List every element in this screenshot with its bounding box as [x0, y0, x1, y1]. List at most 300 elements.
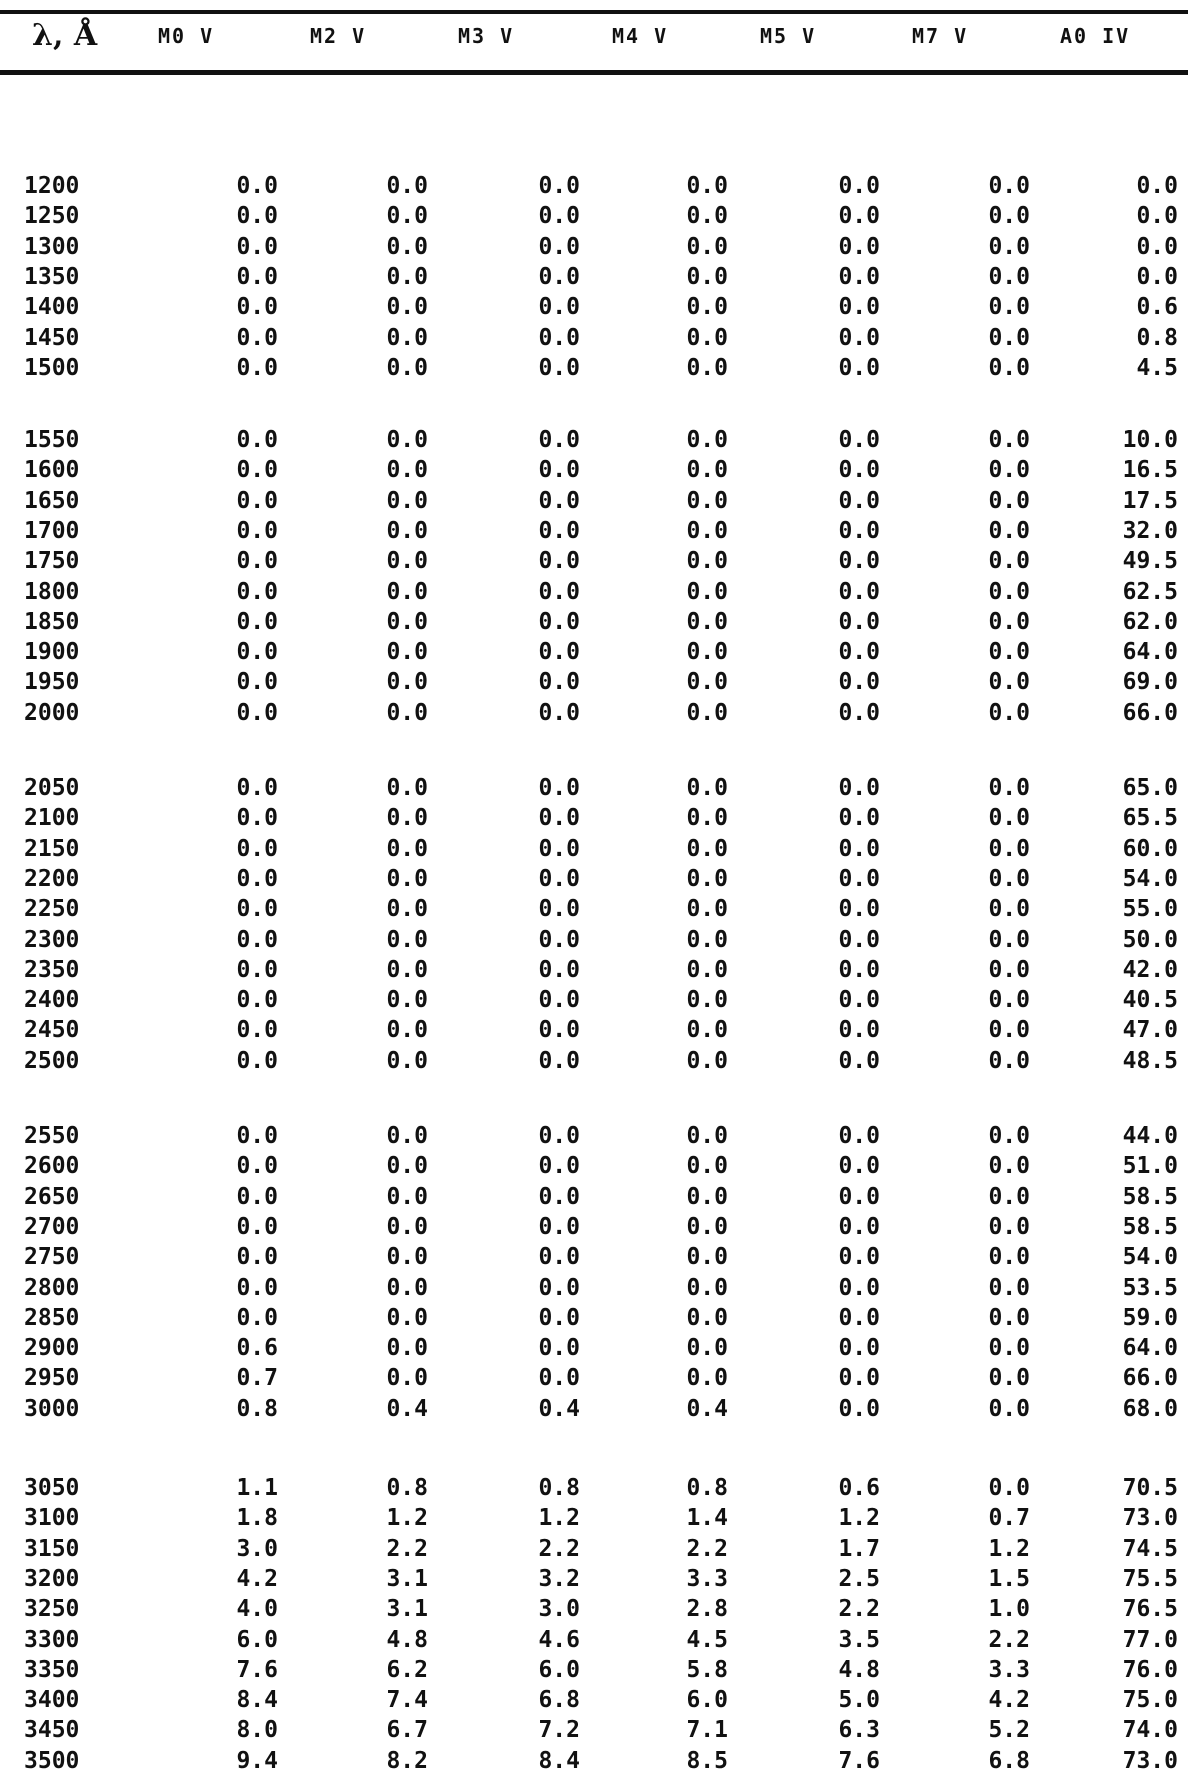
cell-m7v: 0.0 — [988, 578, 1030, 605]
cell-m3v: 0.0 — [538, 1244, 580, 1271]
cell-m7v: 0.0 — [988, 639, 1030, 666]
cell-m7v: 0.0 — [988, 517, 1030, 544]
cell-m5v: 0.0 — [838, 324, 880, 351]
cell-m3v: 0.0 — [538, 865, 580, 892]
cell-a0iv: 62.0 — [1122, 608, 1178, 635]
table-row — [0, 804, 1200, 834]
cell-m7v: 0.0 — [988, 1475, 1030, 1501]
cell-m0v: 0.0 — [236, 639, 278, 666]
cell-m4v: 0.0 — [686, 1047, 728, 1074]
cell-m4v: 4.5 — [686, 1626, 728, 1653]
cell-m2v: 0.0 — [386, 1274, 428, 1301]
cell-m0v: 0.0 — [236, 1017, 278, 1044]
cell-wavelength: 2600 — [24, 1153, 80, 1180]
cell-m5v: 0.0 — [838, 896, 880, 923]
cell-m5v: 0.0 — [838, 926, 880, 953]
cell-a0iv: 51.0 — [1122, 1153, 1178, 1180]
cell-wavelength: 1450 — [24, 324, 80, 351]
cell-m3v: 6.0 — [538, 1656, 580, 1683]
cell-m0v: 0.0 — [236, 203, 278, 230]
cell-m7v: 6.8 — [988, 1747, 1030, 1774]
cell-a0iv: 32.0 — [1122, 517, 1178, 544]
cell-m4v: 2.8 — [686, 1596, 728, 1623]
cell-m3v: 0.0 — [538, 775, 580, 801]
cell-wavelength: 1550 — [24, 427, 80, 453]
table-row — [0, 263, 1200, 293]
cell-a0iv: 74.0 — [1122, 1717, 1178, 1744]
cell-m4v: 0.0 — [686, 865, 728, 892]
cell-a0iv: 66.0 — [1122, 1365, 1178, 1392]
cell-a0iv: 75.5 — [1122, 1565, 1178, 1592]
cell-wavelength: 1600 — [24, 457, 80, 484]
cell-m4v: 0.0 — [686, 639, 728, 666]
cell-wavelength: 3300 — [24, 1626, 80, 1653]
cell-m3v: 0.0 — [538, 1153, 580, 1180]
cell-m5v: 0.0 — [838, 669, 880, 696]
cell-m7v: 0.0 — [988, 775, 1030, 801]
cell-m0v: 4.0 — [236, 1596, 278, 1623]
cell-m3v: 0.0 — [538, 987, 580, 1014]
cell-a0iv: 0.0 — [1136, 203, 1178, 230]
cell-m5v: 0.0 — [838, 457, 880, 484]
cell-m3v: 0.0 — [538, 1365, 580, 1392]
cell-m3v: 0.0 — [538, 1304, 580, 1331]
cell-a0iv: 64.0 — [1122, 1335, 1178, 1362]
cell-m3v: 0.0 — [538, 354, 580, 381]
cell-m2v: 0.0 — [386, 487, 428, 514]
cell-m7v: 0.0 — [988, 1304, 1030, 1331]
table-row — [0, 1626, 1200, 1656]
cell-m0v: 0.0 — [236, 956, 278, 983]
table-row — [0, 578, 1200, 608]
table-row — [0, 202, 1200, 232]
cell-m5v: 0.0 — [838, 548, 880, 575]
cell-m3v: 0.0 — [538, 926, 580, 953]
cell-m5v: 0.0 — [838, 517, 880, 544]
cell-m2v: 0.0 — [386, 805, 428, 832]
cell-m7v: 0.0 — [988, 1213, 1030, 1240]
cell-m0v: 0.0 — [236, 354, 278, 381]
cell-wavelength: 1900 — [24, 639, 80, 666]
cell-m3v: 8.4 — [538, 1747, 580, 1774]
cell-m2v: 0.0 — [386, 608, 428, 635]
cell-m0v: 0.7 — [236, 1365, 278, 1392]
cell-a0iv: 53.5 — [1122, 1274, 1178, 1301]
cell-m7v: 0.0 — [988, 805, 1030, 832]
table-row — [0, 956, 1200, 986]
cell-wavelength: 2250 — [24, 896, 80, 923]
table-row — [0, 487, 1200, 517]
cell-m2v: 0.0 — [386, 203, 428, 230]
table-row — [0, 895, 1200, 925]
header-m7v: M7 V — [912, 24, 969, 48]
cell-m5v: 0.0 — [838, 233, 880, 260]
table-row — [0, 517, 1200, 547]
cell-wavelength: 1200 — [24, 173, 80, 199]
cell-m4v: 0.0 — [686, 1183, 728, 1210]
cell-m7v: 0.0 — [988, 1274, 1030, 1301]
cell-m7v: 0.0 — [988, 1047, 1030, 1074]
cell-wavelength: 2000 — [24, 699, 80, 726]
cell-m4v: 0.0 — [686, 699, 728, 726]
cell-wavelength: 1350 — [24, 263, 80, 290]
cell-m3v: 0.0 — [538, 1183, 580, 1210]
cell-m3v: 7.2 — [538, 1717, 580, 1744]
cell-a0iv: 10.0 — [1122, 427, 1178, 453]
cell-m0v: 9.4 — [236, 1747, 278, 1774]
cell-wavelength: 3200 — [24, 1565, 80, 1592]
cell-m3v: 0.0 — [538, 699, 580, 726]
cell-m4v: 0.0 — [686, 1123, 728, 1149]
cell-m0v: 8.4 — [236, 1687, 278, 1714]
cell-wavelength: 1250 — [24, 203, 80, 230]
cell-m3v: 0.0 — [538, 324, 580, 351]
cell-wavelength: 3350 — [24, 1656, 80, 1683]
cell-wavelength: 1650 — [24, 487, 80, 514]
cell-m3v: 0.0 — [538, 233, 580, 260]
cell-m4v: 3.3 — [686, 1565, 728, 1592]
cell-m4v: 0.0 — [686, 608, 728, 635]
cell-m2v: 0.0 — [386, 1213, 428, 1240]
cell-m5v: 0.0 — [838, 1213, 880, 1240]
cell-m4v: 0.0 — [686, 1335, 728, 1362]
header-m0v: M0 V — [158, 24, 215, 48]
table-row — [0, 547, 1200, 577]
cell-m0v: 0.0 — [236, 263, 278, 290]
cell-wavelength: 1850 — [24, 608, 80, 635]
table-row — [0, 865, 1200, 895]
cell-m3v: 0.0 — [538, 173, 580, 199]
cell-m3v: 0.0 — [538, 1213, 580, 1240]
cell-m5v: 0.0 — [838, 263, 880, 290]
cell-m0v: 0.0 — [236, 173, 278, 199]
cell-m3v: 0.0 — [538, 805, 580, 832]
cell-m5v: 0.0 — [838, 1123, 880, 1149]
cell-m0v: 0.0 — [236, 1304, 278, 1331]
cell-a0iv: 4.5 — [1136, 354, 1178, 381]
cell-m4v: 0.0 — [686, 926, 728, 953]
table-row — [0, 1213, 1200, 1243]
cell-wavelength: 2200 — [24, 865, 80, 892]
cell-m2v: 0.0 — [386, 865, 428, 892]
cell-m0v: 6.0 — [236, 1626, 278, 1653]
cell-m2v: 0.0 — [386, 956, 428, 983]
cell-m5v: 0.0 — [838, 294, 880, 321]
table-row — [0, 1047, 1200, 1077]
cell-a0iv: 65.0 — [1122, 775, 1178, 801]
cell-m7v: 0.0 — [988, 1365, 1030, 1392]
cell-m5v: 3.5 — [838, 1626, 880, 1653]
cell-m7v: 0.0 — [988, 987, 1030, 1014]
cell-m7v: 0.0 — [988, 1395, 1030, 1422]
cell-wavelength: 2700 — [24, 1213, 80, 1240]
cell-m7v: 0.0 — [988, 354, 1030, 381]
cell-m5v: 0.0 — [838, 1304, 880, 1331]
cell-m5v: 0.0 — [838, 1047, 880, 1074]
cell-m7v: 0.0 — [988, 835, 1030, 862]
cell-m2v: 0.0 — [386, 1017, 428, 1044]
cell-m2v: 0.0 — [386, 548, 428, 575]
table-row — [0, 1152, 1200, 1182]
cell-m0v: 0.0 — [236, 1274, 278, 1301]
cell-m5v: 0.0 — [838, 865, 880, 892]
cell-m4v: 0.0 — [686, 203, 728, 230]
cell-m3v: 0.4 — [538, 1395, 580, 1422]
table-row — [0, 1535, 1200, 1565]
cell-a0iv: 64.0 — [1122, 639, 1178, 666]
cell-m0v: 1.1 — [236, 1475, 278, 1501]
table-row — [0, 668, 1200, 698]
cell-m4v: 0.0 — [686, 263, 728, 290]
cell-m3v: 3.0 — [538, 1596, 580, 1623]
cell-wavelength: 3150 — [24, 1535, 80, 1562]
cell-m3v: 0.0 — [538, 487, 580, 514]
cell-a0iv: 77.0 — [1122, 1626, 1178, 1653]
cell-wavelength: 1750 — [24, 548, 80, 575]
cell-wavelength: 2050 — [24, 775, 80, 801]
table-row — [0, 1716, 1200, 1746]
cell-m7v: 0.0 — [988, 263, 1030, 290]
cell-m3v: 0.0 — [538, 294, 580, 321]
table-row — [0, 354, 1200, 384]
cell-m7v: 3.3 — [988, 1656, 1030, 1683]
cell-m2v: 7.4 — [386, 1687, 428, 1714]
cell-m2v: 0.0 — [386, 639, 428, 666]
cell-m2v: 0.0 — [386, 354, 428, 381]
cell-wavelength: 2350 — [24, 956, 80, 983]
cell-wavelength: 2800 — [24, 1274, 80, 1301]
cell-wavelength: 3000 — [24, 1395, 80, 1422]
table-row — [0, 926, 1200, 956]
cell-m2v: 0.0 — [386, 835, 428, 862]
cell-m0v: 0.0 — [236, 294, 278, 321]
cell-m4v: 0.0 — [686, 987, 728, 1014]
cell-m3v: 0.0 — [538, 578, 580, 605]
table-row — [0, 324, 1200, 354]
cell-m0v: 0.0 — [236, 233, 278, 260]
cell-m0v: 0.0 — [236, 427, 278, 453]
cell-m2v: 0.0 — [386, 294, 428, 321]
cell-m7v: 0.0 — [988, 865, 1030, 892]
cell-a0iv: 73.0 — [1122, 1747, 1178, 1774]
cell-m2v: 6.2 — [386, 1656, 428, 1683]
cell-m0v: 4.2 — [236, 1565, 278, 1592]
cell-a0iv: 68.0 — [1122, 1395, 1178, 1422]
cell-m7v: 0.0 — [988, 173, 1030, 199]
cell-wavelength: 2650 — [24, 1183, 80, 1210]
cell-m2v: 0.0 — [386, 517, 428, 544]
cell-a0iv: 49.5 — [1122, 548, 1178, 575]
cell-wavelength: 2500 — [24, 1047, 80, 1074]
cell-wavelength: 3050 — [24, 1475, 80, 1501]
cell-m4v: 0.0 — [686, 896, 728, 923]
cell-wavelength: 2550 — [24, 1123, 80, 1149]
cell-m0v: 0.0 — [236, 865, 278, 892]
cell-a0iv: 50.0 — [1122, 926, 1178, 953]
cell-m0v: 0.0 — [236, 699, 278, 726]
cell-m5v: 7.6 — [838, 1747, 880, 1774]
table-row — [0, 1122, 1200, 1152]
cell-a0iv: 0.0 — [1136, 173, 1178, 199]
cell-m4v: 0.0 — [686, 427, 728, 453]
cell-m0v: 0.0 — [236, 1123, 278, 1149]
cell-m7v: 0.0 — [988, 294, 1030, 321]
table-header-rule — [0, 70, 1188, 75]
cell-m5v: 0.0 — [838, 639, 880, 666]
cell-m2v: 0.0 — [386, 926, 428, 953]
cell-a0iv: 42.0 — [1122, 956, 1178, 983]
cell-m2v: 0.0 — [386, 1244, 428, 1271]
cell-m7v: 5.2 — [988, 1717, 1030, 1744]
cell-m5v: 1.7 — [838, 1535, 880, 1562]
cell-m7v: 0.0 — [988, 926, 1030, 953]
cell-m5v: 0.0 — [838, 608, 880, 635]
cell-wavelength: 2400 — [24, 987, 80, 1014]
cell-m5v: 0.0 — [838, 354, 880, 381]
cell-m7v: 0.0 — [988, 669, 1030, 696]
cell-m2v: 0.0 — [386, 233, 428, 260]
table-row — [0, 172, 1200, 202]
cell-m4v: 0.0 — [686, 775, 728, 801]
cell-m4v: 8.5 — [686, 1747, 728, 1774]
cell-wavelength: 1500 — [24, 354, 80, 381]
header-m5v: M5 V — [760, 24, 817, 48]
table-row — [0, 638, 1200, 668]
cell-m2v: 8.2 — [386, 1747, 428, 1774]
cell-a0iv: 55.0 — [1122, 896, 1178, 923]
cell-m4v: 0.0 — [686, 1213, 728, 1240]
cell-m4v: 0.0 — [686, 805, 728, 832]
cell-wavelength: 1300 — [24, 233, 80, 260]
cell-a0iv: 75.0 — [1122, 1687, 1178, 1714]
cell-wavelength: 3250 — [24, 1596, 80, 1623]
cell-m4v: 0.0 — [686, 294, 728, 321]
cell-m7v: 2.2 — [988, 1626, 1030, 1653]
cell-m3v: 0.0 — [538, 517, 580, 544]
cell-wavelength: 1700 — [24, 517, 80, 544]
cell-m7v: 1.5 — [988, 1565, 1030, 1592]
cell-m4v: 0.0 — [686, 173, 728, 199]
table-row — [0, 835, 1200, 865]
cell-m3v: 0.0 — [538, 608, 580, 635]
table-row — [0, 456, 1200, 486]
cell-m7v: 4.2 — [988, 1687, 1030, 1714]
table-row — [0, 1504, 1200, 1534]
table-row — [0, 1183, 1200, 1213]
cell-m7v: 0.0 — [988, 1183, 1030, 1210]
cell-m5v: 0.0 — [838, 835, 880, 862]
cell-m2v: 0.0 — [386, 263, 428, 290]
cell-a0iv: 54.0 — [1122, 865, 1178, 892]
cell-wavelength: 2750 — [24, 1244, 80, 1271]
cell-m3v: 0.0 — [538, 1335, 580, 1362]
cell-m5v: 4.8 — [838, 1656, 880, 1683]
cell-m2v: 0.0 — [386, 669, 428, 696]
cell-a0iv: 76.5 — [1122, 1596, 1178, 1623]
cell-a0iv: 59.0 — [1122, 1304, 1178, 1331]
cell-m5v: 2.2 — [838, 1596, 880, 1623]
cell-m5v: 0.0 — [838, 1153, 880, 1180]
cell-m4v: 0.0 — [686, 354, 728, 381]
cell-m2v: 4.8 — [386, 1626, 428, 1653]
cell-a0iv: 47.0 — [1122, 1017, 1178, 1044]
cell-m5v: 0.0 — [838, 775, 880, 801]
cell-m3v: 0.0 — [538, 1017, 580, 1044]
cell-m2v: 6.7 — [386, 1717, 428, 1744]
cell-m2v: 3.1 — [386, 1565, 428, 1592]
cell-wavelength: 2450 — [24, 1017, 80, 1044]
header-m3v: M3 V — [458, 24, 515, 48]
cell-m7v: 0.7 — [988, 1505, 1030, 1532]
table-row — [0, 1395, 1200, 1425]
cell-m4v: 0.0 — [686, 669, 728, 696]
cell-m3v: 0.8 — [538, 1475, 580, 1501]
cell-a0iv: 54.0 — [1122, 1244, 1178, 1271]
cell-wavelength: 1800 — [24, 578, 80, 605]
cell-m5v: 0.0 — [838, 699, 880, 726]
cell-m7v: 0.0 — [988, 896, 1030, 923]
cell-m2v: 0.0 — [386, 896, 428, 923]
cell-m3v: 0.0 — [538, 1047, 580, 1074]
cell-m4v: 0.0 — [686, 1365, 728, 1392]
cell-m0v: 0.0 — [236, 805, 278, 832]
cell-wavelength: 2100 — [24, 805, 80, 832]
cell-m0v: 3.0 — [236, 1535, 278, 1562]
table-row — [0, 774, 1200, 804]
cell-m0v: 0.0 — [236, 487, 278, 514]
cell-m4v: 0.0 — [686, 233, 728, 260]
cell-a0iv: 16.5 — [1122, 457, 1178, 484]
header-m2v: M2 V — [310, 24, 367, 48]
cell-m5v: 0.0 — [838, 956, 880, 983]
cell-m3v: 6.8 — [538, 1687, 580, 1714]
cell-wavelength: 3100 — [24, 1505, 80, 1532]
cell-m7v: 1.0 — [988, 1596, 1030, 1623]
cell-m4v: 0.0 — [686, 1304, 728, 1331]
cell-m5v: 0.6 — [838, 1475, 880, 1501]
cell-m7v: 0.0 — [988, 203, 1030, 230]
cell-m7v: 0.0 — [988, 956, 1030, 983]
cell-a0iv: 0.0 — [1136, 263, 1178, 290]
cell-m7v: 0.0 — [988, 1335, 1030, 1362]
cell-m5v: 0.0 — [838, 1335, 880, 1362]
cell-m7v: 0.0 — [988, 1123, 1030, 1149]
table-row — [0, 233, 1200, 263]
cell-wavelength: 3400 — [24, 1687, 80, 1714]
cell-m5v: 1.2 — [838, 1505, 880, 1532]
cell-m4v: 6.0 — [686, 1687, 728, 1714]
cell-m4v: 0.0 — [686, 1244, 728, 1271]
cell-m0v: 8.0 — [236, 1717, 278, 1744]
cell-a0iv: 66.0 — [1122, 699, 1178, 726]
cell-m0v: 0.0 — [236, 1183, 278, 1210]
cell-wavelength: 2950 — [24, 1365, 80, 1392]
cell-m5v: 0.0 — [838, 578, 880, 605]
cell-m2v: 0.0 — [386, 1335, 428, 1362]
cell-m2v: 0.0 — [386, 173, 428, 199]
cell-m5v: 0.0 — [838, 805, 880, 832]
cell-m5v: 2.5 — [838, 1565, 880, 1592]
cell-a0iv: 74.5 — [1122, 1535, 1178, 1562]
cell-m7v: 0.0 — [988, 427, 1030, 453]
cell-m7v: 0.0 — [988, 548, 1030, 575]
cell-a0iv: 60.0 — [1122, 835, 1178, 862]
cell-m4v: 5.8 — [686, 1656, 728, 1683]
table-row — [0, 1474, 1200, 1504]
cell-m7v: 0.0 — [988, 233, 1030, 260]
table-row — [0, 699, 1200, 729]
cell-m0v: 0.0 — [236, 578, 278, 605]
